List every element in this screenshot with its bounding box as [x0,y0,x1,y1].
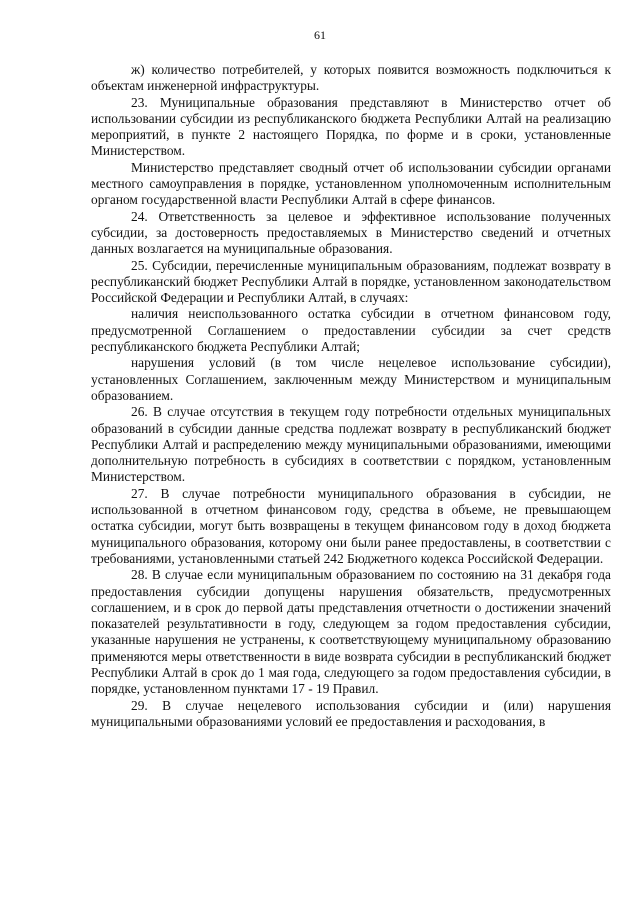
paragraph-25-case-unused: наличия неиспользованного остатка субсидии в отчетном финансовом году, предусмотренной Соглашением о предоставлении субсидии за счет средств республиканского бюджета Республики Алтай; [91,306,611,355]
paragraph-ministry-report: Министерство представляет сводный отчет об использовании субсидии органами местного самоуправления в порядке, установленном уполномоченным исполнительным органом государственной власти Республики Алтай в сфере финансов. [91,159,611,208]
paragraph-23: 23. Муниципальные образования представляют в Министерство отчет об использовании субсидии из республиканского бюджета Республики Алтай на реализацию мероприятий, в пункте 2 настоящего Порядка, по форме и в сроки, установленные Министерством. [91,94,611,159]
paragraph-item-zh: ж) количество потребителей, у которых появится возможность подключиться к объектам инженерной инфраструктуры. [91,62,611,94]
paragraph-26: 26. В случае отсутствия в текущем году потребности отдельных муниципальных образований в субсидии данные средства подлежат возврату в республиканский бюджет Республики Алтай и распределению между муниципальными образованиями, имеющими дополнительную потребность в субсидиях в соответствии с порядком, установленным Министерством. [91,404,611,485]
paragraph-29: 29. В случае нецелевого использования субсидии и (или) нарушения муниципальными образованиями условий ее предоставления и расходования, в [91,697,611,729]
paragraph-25-case-violation: нарушения условий (в том числе нецелевое использование субсидии), установленных Соглашением, заключенным между Министерством и муниципальным образованием. [91,355,611,403]
paragraph-27: 27. В случае потребности муниципального образования в субсидии, не использованной в отчетном финансовом году, средства в объеме, не превышающем остатка субсидии, могут быть возвращены в текущем финансовом году в доход бюджета муниципального образования, которому они были ранее предоставлены, в соответствии с требованиями, установленными статьей 242 Бюджетного кодекса Российской Федерации. [91,485,611,566]
page-number: 61 [314,28,326,42]
paragraph-24: 24. Ответственность за целевое и эффективное использование полученных субсидии, за достоверность предоставляемых в Министерство сведений и отчетных данных возлагается на муниципальные образования. [91,208,611,257]
document-body [91,62,611,730]
paragraph-25: 25. Субсидии, перечисленные муниципальным образованиям, подлежат возврату в республиканский бюджет Республики Алтай в порядке, установленном законодательством Российской Федерации и Республики Алтай, в случаях: [91,257,611,306]
paragraph-28: 28. В случае если муниципальным образованием по состоянию на 31 декабря года предоставления субсидии допущены нарушения обязательств, предусмотренных соглашением, и в срок до первой даты представления отчетности о достижении значений показателей результативности в году, следующем за годом предоставления субсидии, указанные нарушения не устранены, к соответствующему муниципальному образованию применяются меры ответственности в виде возврата субсидии в республиканский бюджет Республики Алтай в срок до 1 мая года, следующего за годом предоставления субсидии, в порядке, установленном пунктами 17 - 19 Правил. [91,567,611,697]
